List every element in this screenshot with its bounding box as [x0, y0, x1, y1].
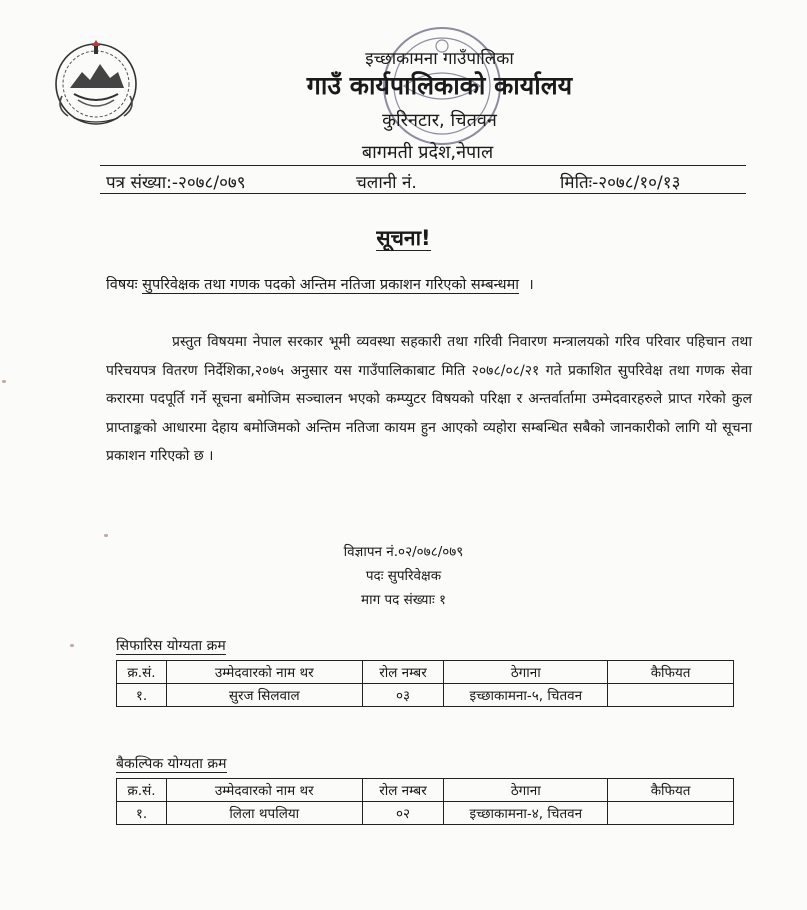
table-header-row	[117, 661, 734, 684]
municipality-name: इच्छाकामना गाउँपालिका	[365, 49, 514, 69]
col-address: ठेगाना	[444, 661, 608, 684]
scan-mark	[70, 644, 74, 647]
subject-text: सुपरिवेक्षक तथा गणक पदको अन्तिम नतिजा प्रकाशन गरिएको सम्बन्धमा	[142, 277, 520, 293]
col-serial: क्र.सं.	[117, 779, 167, 802]
cell-serial: १.	[117, 684, 167, 707]
cell-remarks	[608, 802, 734, 825]
alternate-heading: बैकल्पिक योग्यता क्रम	[116, 756, 227, 772]
cell-roll: ०३	[362, 684, 444, 707]
cell-name: सुरज सिलवाल	[166, 684, 362, 707]
letter-date: मितिः-२०७८/१०/१३	[560, 173, 681, 193]
demand-count: माग पद संख्याः १	[361, 592, 446, 608]
notice-body: प्रस्तुत विषयमा नेपाल सरकार भूमी व्यवस्था सहकारी तथा गरिवी निवारण मन्त्रालयको गरिव परिवार पहिचान तथा परिचयपत्र वितरण निर्देशिका,२०७५ अनुसार यस गाउँपालिकाबाट मिति २०७८/०८/२१ गते प्रकाशित सुपरिवेक्ष तथा गणक सेवा करारमा पदपूर्ति गर्ने सूचना बमोजिम सञ्चालन भएको कम्प्युटर विषयको परिक्षा र अन्तर्वार्तामा उम्मेदवारहरुले प्राप्त गरेको कुल प्राप्ताङ्कको आधारमा देहाय बमोजिमको अन्तिम नतिजा कायम हुन आएको व्यहोरा सम्बन्धित सबैको जानकारीको लागि यो सूचना प्रकाशन गरिएको छ ।	[106, 334, 752, 464]
recommended-table	[116, 660, 734, 707]
scan-mark	[104, 534, 108, 537]
subject-label: विषयः	[106, 277, 138, 293]
province-name: बागमती प्रदेश,नेपाल	[361, 142, 494, 163]
cell-serial: १.	[117, 802, 167, 825]
col-address: ठेगाना	[444, 779, 608, 802]
col-roll: रोल नम्बर	[362, 779, 444, 802]
table-row	[117, 684, 734, 707]
cell-name: लिला थपलिया	[166, 802, 362, 825]
col-remarks: कैफियत	[608, 661, 734, 684]
col-serial: क्र.सं.	[117, 661, 167, 684]
subject-line	[106, 274, 534, 294]
letter-number: पत्र संख्या:-२०७८/०७९	[106, 173, 246, 193]
col-remarks: कैफियत	[608, 779, 734, 802]
cell-roll: ०२	[362, 802, 444, 825]
alternate-table	[116, 778, 734, 825]
table-header-row	[117, 779, 734, 802]
advert-number: विज्ञापन नं.०२/०७८/०७९	[343, 544, 464, 560]
office-location: कुरिनटार, चितवन	[382, 110, 497, 131]
office-name: गाउँ कार्यपालिकाको कार्यालय	[306, 71, 573, 100]
cell-remarks	[608, 684, 734, 707]
header-divider-top	[100, 165, 746, 166]
col-roll: रोल नम्बर	[362, 661, 444, 684]
subject-end: ।	[528, 277, 534, 293]
col-name: उम्मेदवारको नाम थर	[166, 779, 362, 802]
table-row	[117, 802, 734, 825]
header-divider-bottom	[100, 193, 746, 194]
cell-address: इच्छाकामना-५, चितवन	[444, 684, 608, 707]
dispatch-number: चलानी नं.	[356, 173, 417, 193]
notice-title: सूचना!	[376, 226, 431, 250]
cell-address: इच्छाकामना-४, चितवन	[444, 802, 608, 825]
col-name: उम्मेदवारको नाम थर	[166, 661, 362, 684]
recommended-heading: सिफारिस योग्यता क्रम	[116, 638, 226, 654]
scan-mark	[2, 380, 6, 383]
post-name: पदः सुपरिवेक्षक	[365, 568, 442, 584]
